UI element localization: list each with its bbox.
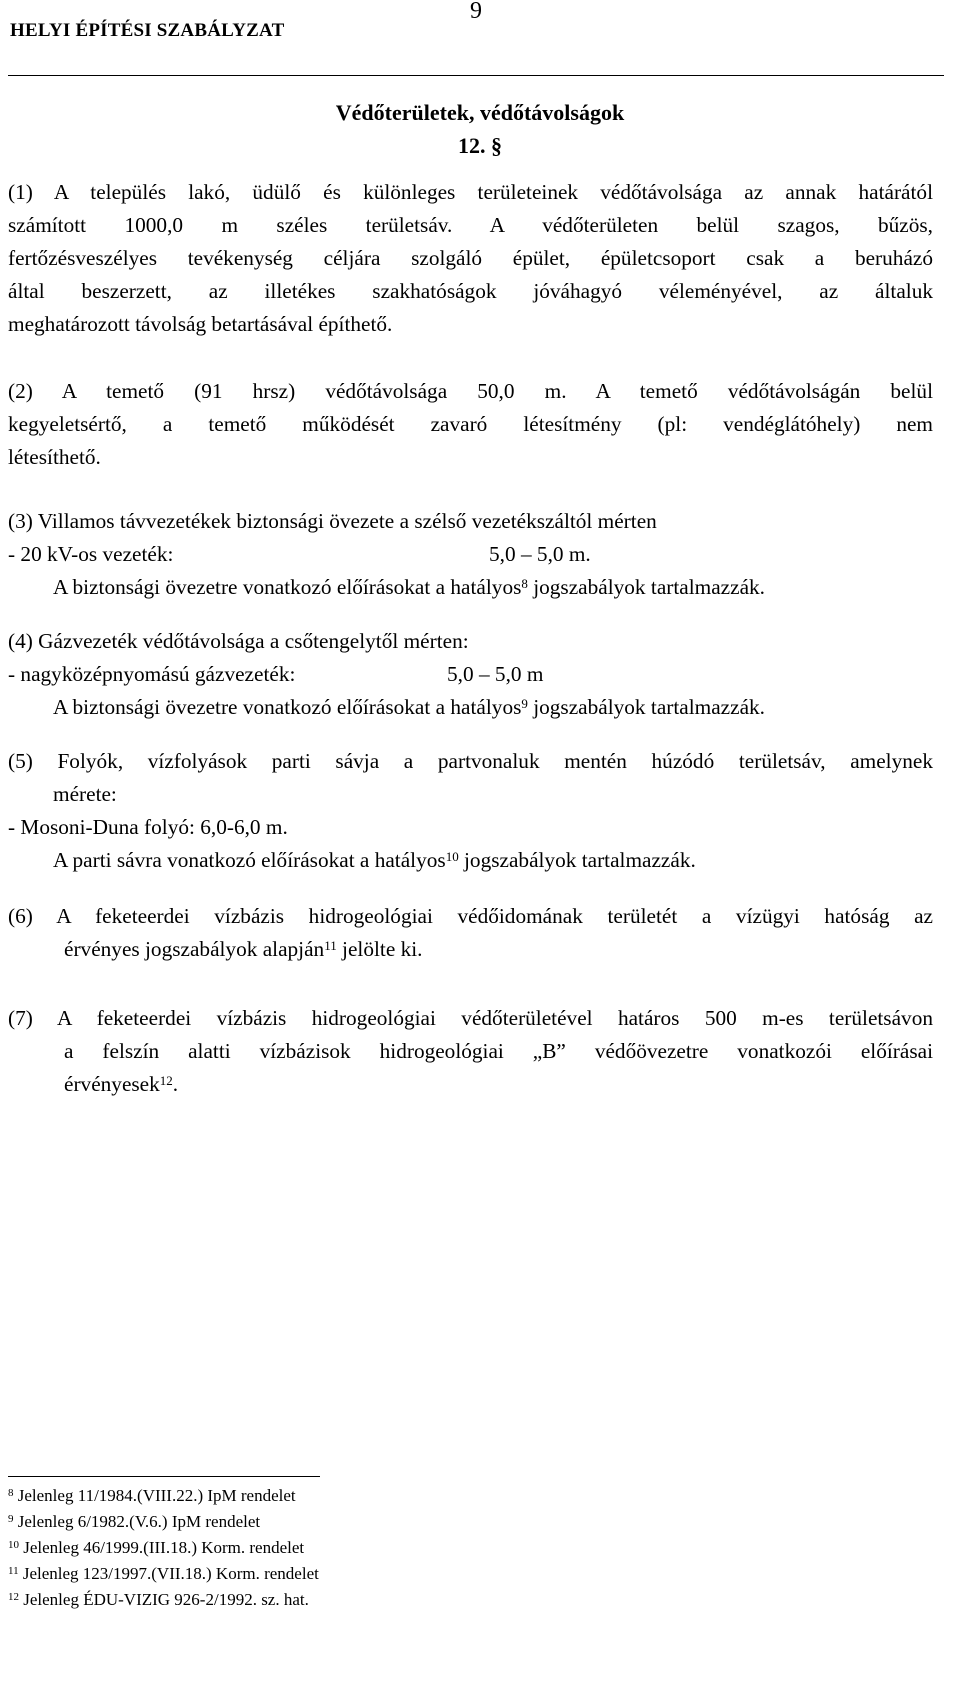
section-title: Védőterületek, védőtávolságok bbox=[335, 100, 625, 125]
paragraph-1 bbox=[8, 176, 933, 341]
paragraph-6-line bbox=[8, 933, 933, 966]
note-text: A biztonsági övezetre vonatkozó előírásokat a hatályos bbox=[53, 695, 522, 719]
paragraph-3-item bbox=[8, 538, 933, 571]
footnote bbox=[8, 1510, 260, 1534]
paragraph-2-line: kegyeletsértő, a temető működését zavaró létesítmény (pl: vendéglátóhely) nem bbox=[8, 412, 933, 436]
paragraph-5-line: (5) Folyók, vízfolyások parti sávja a partvonaluk mentén húzódó területsáv, amelynek bbox=[8, 749, 933, 773]
paragraph-3-line: (3) Villamos távvezetékek biztonsági övezete a szélső vezetékszáltól mérten bbox=[8, 509, 657, 533]
note-text: jogszabályok tartalmazzák. bbox=[527, 695, 766, 719]
paragraph-6-line: (6) A feketeerdei vízbázis hidrogeológiai védőidomának területét a vízügyi hatóság az bbox=[8, 904, 933, 928]
paragraph-6 bbox=[8, 900, 933, 966]
paragraph-2-line: létesíthető. bbox=[8, 445, 101, 469]
item-label: - nagyközépnyomású gázvezeték: bbox=[8, 662, 296, 686]
footnote bbox=[8, 1484, 296, 1508]
document-header-title: HELYI ÉPÍTÉSI SZABÁLYZAT bbox=[10, 20, 285, 41]
paragraph-1-line: fertőzésveszélyes tevékenység céljára szolgáló épület, épületcsoport csak a beruházó bbox=[8, 246, 933, 270]
paragraph-5-line: mérete: bbox=[53, 782, 117, 806]
item-label: - 20 kV-os vezeték: bbox=[8, 542, 174, 566]
page-number: 9 bbox=[470, 0, 482, 24]
footnote-ref: 10 bbox=[445, 849, 459, 864]
footnote bbox=[8, 1536, 304, 1560]
footnote-text: Jelenleg 46/1999.(III.18.) Korm. rendelet bbox=[19, 1538, 305, 1557]
footnote-number: 9 bbox=[8, 1513, 14, 1525]
footnote-ref: 8 bbox=[521, 576, 528, 591]
note-text: A parti sávra vonatkozó előírásokat a hatályos bbox=[53, 848, 446, 872]
footnote-ref: 12 bbox=[159, 1073, 173, 1088]
paragraph-4-item bbox=[8, 658, 933, 691]
footnote-text: Jelenleg 6/1982.(V.6.) IpM rendelet bbox=[13, 1512, 261, 1531]
paragraph-5-item: - Mosoni-Duna folyó: 6,0-6,0 m. bbox=[8, 815, 288, 839]
paragraph-1-line: meghatározott távolság betartásával építhető. bbox=[8, 312, 393, 336]
footnote-text: Jelenleg 123/1997.(VII.18.) Korm. rendelet bbox=[18, 1564, 319, 1583]
paragraph-2 bbox=[8, 375, 933, 474]
footnote-ref: 9 bbox=[521, 696, 528, 711]
section-paragraph-mark bbox=[0, 133, 960, 159]
footnote bbox=[8, 1562, 319, 1586]
line-text: érvényesek bbox=[64, 1072, 160, 1096]
footnote-text: Jelenleg ÉDU-VIZIG 926-2/1992. sz. hat. bbox=[19, 1590, 309, 1609]
paragraph-7-line bbox=[8, 1068, 933, 1101]
footnote-number: 12 bbox=[8, 1591, 19, 1603]
paragraph-4-note bbox=[8, 691, 933, 724]
note-text: jogszabályok tartalmazzák. bbox=[527, 575, 766, 599]
footnote bbox=[8, 1588, 309, 1612]
footnote-number: 11 bbox=[8, 1565, 19, 1577]
footnote-number: 8 bbox=[8, 1487, 14, 1499]
paragraph-2-line: (2) A temető (91 hrsz) védőtávolsága 50,0 m. A temető védőtávolságán belül bbox=[8, 379, 933, 403]
paragraph-3-note bbox=[8, 571, 933, 604]
footnote-divider bbox=[8, 1476, 320, 1477]
paragraph-5 bbox=[8, 745, 933, 877]
footnote-number: 10 bbox=[8, 1539, 19, 1551]
paragraph-1-line: számított 1000,0 m széles területsáv. A védőterületen belül szagos, bűzös, bbox=[8, 213, 933, 237]
section-sign-glyph: § bbox=[485, 133, 502, 158]
paragraph-3 bbox=[8, 505, 933, 604]
paragraph-1-line: (1) A település lakó, üdülő és különleges területeinek védőtávolsága az annak határától bbox=[8, 180, 933, 204]
paragraph-7-line: (7) A feketeerdei vízbázis hidrogeológiai védőterületével határos 500 m-es területsávon bbox=[8, 1006, 933, 1030]
footnote-text: Jelenleg 11/1984.(VIII.22.) IpM rendelet bbox=[13, 1486, 296, 1505]
paragraph-7 bbox=[8, 1002, 933, 1101]
line-text: érvényes jogszabályok alapján bbox=[64, 937, 325, 961]
header-divider bbox=[8, 75, 944, 76]
line-text: jelölte ki. bbox=[336, 937, 423, 961]
item-value: 5,0 – 5,0 m. bbox=[489, 542, 591, 566]
paragraph-1-line: által beszerzett, az illetékes szakhatóságok jóváhagyó véleményével, az általuk bbox=[8, 279, 933, 303]
footnote-ref: 11 bbox=[324, 938, 337, 953]
note-text: A biztonsági övezetre vonatkozó előírásokat a hatályos bbox=[53, 575, 522, 599]
line-text: . bbox=[172, 1072, 179, 1096]
paragraph-4 bbox=[8, 625, 933, 724]
section-number: 12. bbox=[458, 133, 486, 158]
item-value: 5,0 – 5,0 m bbox=[447, 662, 544, 686]
paragraph-5-note bbox=[8, 844, 933, 877]
paragraph-7-line: a felszín alatti vízbázisok hidrogeológiai „B” védőövezetre vonatkozói előírásai bbox=[64, 1039, 933, 1063]
note-text: jogszabályok tartalmazzák. bbox=[458, 848, 696, 872]
paragraph-4-line: (4) Gázvezeték védőtávolsága a csőtengelytől mérten: bbox=[8, 629, 469, 653]
